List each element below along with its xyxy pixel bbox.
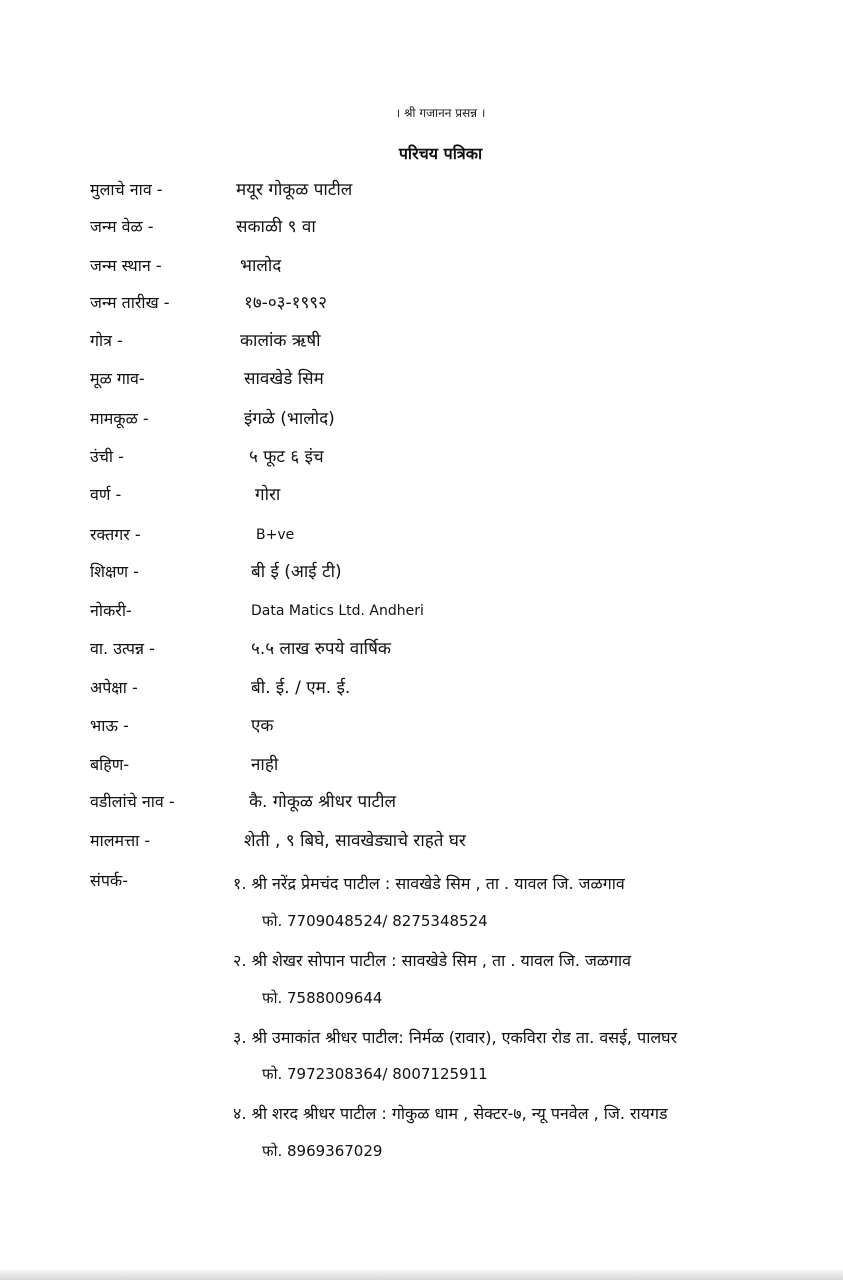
field-label: वर्ण - (90, 485, 122, 504)
field-label: शिक्षण - (90, 562, 139, 581)
page-bottom-edge (0, 1270, 843, 1280)
field-value: एक (251, 716, 274, 736)
field-label: मुलाचे नाव - (90, 180, 163, 199)
contact-entry-2: २. श्री शेखर सोपान पाटील : सावखेडे सिम , ता . यावल जि. जळगाव (233, 951, 632, 970)
field-label: बहिण- (90, 755, 130, 774)
field-value: मयूर गोकूळ पाटील (236, 180, 353, 200)
contact-entry-3: ३. श्री उमाकांत श्रीधर पाटील: निर्मळ (रावार), एकविरा रोड ता. वसई, पालघर (233, 1028, 678, 1047)
field-value: शेती , ९ बिघे, सावखेड्याचे राहते घर (244, 831, 466, 851)
field-value: बी. ई. / एम. ई. (251, 678, 351, 698)
field-label: वा. उत्पन्न - (90, 639, 155, 658)
field-value: कै. गोकूळ श्रीधर पाटील (249, 792, 397, 812)
field-label: मूळ गाव- (90, 369, 145, 388)
contact-phone-2: फो. 7588009644 (262, 989, 383, 1007)
field-value: नाही (251, 755, 279, 775)
field-value: गोरा (255, 485, 281, 505)
field-label: अपेक्षा - (90, 678, 138, 697)
field-value: इंगळे (भालोद) (244, 409, 335, 429)
field-value: भालोद (240, 256, 282, 276)
field-label: जन्म वेळ - (90, 217, 154, 236)
field-value: सकाळी ९ वा (236, 217, 316, 237)
contact-entry-4: ४. श्री शरद श्रीधर पाटील : गोकुळ धाम , सेक्टर-७, न्यू पनवेल , जि. रायगड (233, 1104, 668, 1123)
field-value: कालांक ऋषी (240, 331, 321, 351)
field-value: B+ve (256, 527, 295, 543)
invocation-line: । श्री गजानन प्रसन्न । (395, 106, 486, 120)
field-label: वडीलांचे नाव - (90, 792, 175, 811)
field-value: सावखेडे सिम (244, 369, 324, 389)
field-value: ५ फूट ६ इंच (249, 447, 324, 467)
contact-phone-1: फो. 7709048524/ 8275348524 (262, 912, 488, 930)
field-label: रक्तगर - (90, 525, 141, 544)
field-label: जन्म तारीख - (90, 293, 170, 312)
field-label: गोत्र - (90, 331, 123, 350)
contact-entry-1: १. श्री नरेंद्र प्रेमचंद पाटील : सावखेडे सिम , ता . यावल जि. जळगाव (233, 874, 625, 893)
contact-label: संपर्क- (90, 871, 128, 890)
field-label: जन्म स्थान - (90, 256, 162, 275)
field-label: नोकरी- (90, 601, 132, 620)
field-label: मामकूळ - (90, 409, 149, 428)
contact-phone-3: फो. 7972308364/ 8007125911 (262, 1065, 488, 1083)
field-value: ५.५ लाख रुपये वार्षिक (251, 639, 391, 659)
field-value: १७-०३-१९९२ (244, 293, 327, 313)
field-label: भाऊ - (90, 716, 129, 735)
field-value: Data Matics Ltd. Andheri (251, 603, 424, 619)
field-label: उंची - (90, 447, 124, 466)
document-title: परिचय पत्रिका (398, 144, 483, 163)
contact-phone-4: फो. 8969367029 (262, 1142, 383, 1160)
field-value: बी ई (आई टी) (251, 562, 342, 582)
field-label: मालमत्ता - (90, 831, 151, 850)
